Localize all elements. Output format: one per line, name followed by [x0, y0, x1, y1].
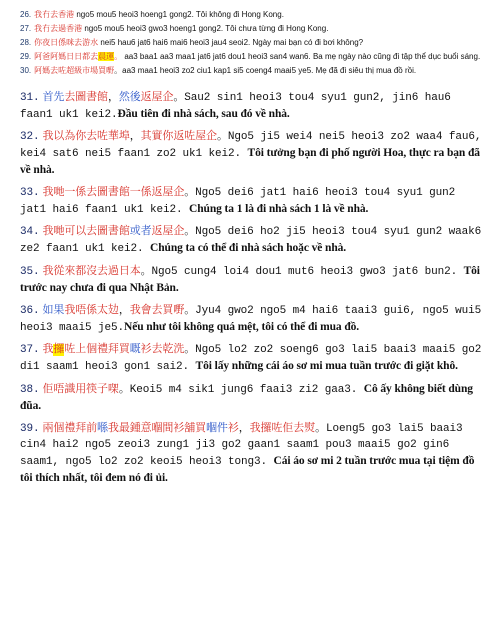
vietnamese-translation: Chúng ta 1 là đi nhà sách 1 là về nhà. [189, 203, 369, 215]
vietnamese-translation: Tôi trước nay chưa đi qua Nhật Bản. [20, 265, 480, 294]
entry-number: 37. [20, 344, 40, 356]
entry-number: 35. [20, 266, 40, 278]
sentence-entry [20, 342, 485, 375]
chinese-text: 兩個禮拜前 [42, 423, 98, 435]
chinese-text: 或者 [129, 226, 152, 238]
entry-number: 34. [20, 226, 40, 238]
sentence-entry [20, 224, 485, 257]
vietnamese-translation: Cô ấy không biết dùng đũa. [20, 383, 473, 412]
vietnamese-translation: Chúng ta có thể đi nhà sách hoặc về nhà. [150, 242, 347, 254]
romanization-text: 。Sau2 sin1 heoi3 tou4 syu1 gun2, jin6 hau6 faan1 uk1 kei2. [20, 92, 451, 121]
romanization-text: 。Ngo5 cung4 loi4 dou1 mut6 heoi3 gwo3 jat6 bun2. [140, 266, 464, 278]
chinese-text: 我唔係太攰 [64, 305, 119, 317]
sentence-entry [20, 24, 485, 34]
chinese-text: 我以為你去咗華埠 [42, 131, 130, 143]
section-short-sentences [20, 10, 485, 76]
chinese-text: 阿媽去咗超級市場買嘢 [34, 66, 115, 75]
chinese-text: 首先 [42, 92, 65, 104]
sentence-entry [20, 66, 485, 76]
chinese-text: 我會去買嘢 [129, 305, 185, 317]
chinese-text: 返屋企 [140, 92, 174, 104]
chinese-text: 我從來都沒去過日本 [42, 266, 141, 278]
chinese-text: 衫 [227, 423, 239, 435]
chinese-text: 我哋可以去圖書館 [42, 226, 130, 238]
chinese-text: 咗上個禮拜買 [64, 344, 130, 356]
vietnamese-translation: Tôi tưởng bạn đi phố người Hoa, thực ra bạn đã về nhà. [20, 147, 480, 176]
chinese-text: 我攞咗佢去熨 [249, 423, 316, 435]
romanization-text: aa3 baa1 aa3 maa1 jat6 jat6 dou1 heoi3 san4 wan6. Ba mẹ ngày nào cũng đi tập thể dục buổi sáng. [122, 52, 481, 61]
chinese-text: 我哋一係去圖書館一係返屋企 [42, 187, 185, 199]
romanization-text: 。Jyu4 gwo2 ngo5 m4 hai6 taai3 gui6, ngo5 wui5 heoi3 maai5 je5. [20, 305, 482, 334]
vietnamese-translation: Đầu tiên đi nhà sách, sau đó về nhà. [117, 108, 290, 120]
sentence-entry [20, 263, 485, 297]
vietnamese-translation: Nếu như tôi không quá mệt, tôi có thể đi mua đồ. [124, 321, 360, 333]
romanization-text: ， [107, 92, 119, 104]
sentence-entry [20, 185, 485, 218]
chinese-text: 阿爸阿媽日日都去 [34, 52, 99, 61]
sentence-entry [20, 10, 485, 20]
chinese-text: 我最鍾意嗰間衫舖買 [107, 423, 207, 435]
entry-number: 33. [20, 187, 40, 199]
romanization-text: ， [118, 305, 130, 317]
vietnamese-translation: Cái áo sơ mi 2 tuần trước mua tại tiệm đồ tôi thích nhất, tôi đem nó đi ủi. [20, 455, 475, 484]
chinese-text: 我 [42, 344, 54, 356]
sentence-entry [20, 303, 485, 336]
romanization-text: 。aa3 maa1 heoi3 zo2 ciu1 kap1 si5 coeng4 maai5 ye5. Mẹ đã đi siêu thị mua đồ rồi. [114, 66, 417, 75]
sentence-entry [20, 52, 485, 62]
chinese-text: 返屋企 [151, 226, 185, 238]
sentence-entry [20, 129, 485, 179]
chinese-text: 衫去乾洗 [140, 344, 185, 356]
romanization-text: ， [238, 423, 250, 435]
chinese-text: 。 [114, 52, 123, 61]
chinese-text: 嘅 [129, 344, 141, 356]
section-long-sentences [20, 90, 485, 487]
entry-number: 39. [20, 423, 40, 435]
entry-number: 32. [20, 131, 40, 143]
entry-number: 36. [20, 305, 40, 317]
sentence-entry [20, 90, 485, 123]
entry-number: 26. [20, 10, 32, 19]
chinese-text: 你夜日係咪去游水 [34, 38, 99, 47]
chinese-text: 攞 [53, 344, 65, 356]
sentence-entry [20, 381, 485, 415]
romanization-text: 。Ngo5 lo2 zo2 soeng6 go3 lai5 baai3 maai5 go2 di1 saam1 heoi3 gon1 sai2. [20, 344, 482, 373]
chinese-text: 我冇去香港 [34, 10, 75, 19]
romanization-text: ， [129, 131, 141, 143]
romanization-text: 。Ngo5 ji5 wei4 nei5 heoi3 zo2 waa4 fau6, kei4 sat6 nei5 faan1 zo2 uk1 kei2. [20, 131, 482, 160]
sentence-entry [20, 38, 485, 48]
entry-number: 31. [20, 92, 40, 104]
sentence-entry [20, 421, 485, 487]
entry-number: 28. [20, 38, 32, 47]
chinese-text: 晨運 [98, 52, 115, 61]
chinese-text: 如果 [42, 305, 65, 317]
chinese-text: 去圖書館 [64, 92, 108, 104]
entry-number: 29. [20, 52, 32, 61]
romanization-text: 。Ngo5 dei6 ho2 ji5 heoi3 tou4 syu1 gun2 waak6 ze2 faan1 uk1 kei2. [20, 226, 482, 255]
romanization-text: ngo5 mou5 heoi3 hoeng1 gong2. Tôi không đi Hong Kong. [74, 10, 284, 19]
romanization-text: ngo5 mou5 heoi3 gwo3 hoeng1 gong2. Tôi chưa từng đi Hong Kong. [82, 24, 329, 33]
romanization-text: 。Keoi5 m4 sik1 jung6 faai3 zi2 gaa3. [118, 384, 364, 396]
chinese-text: 佢唔識用筷子㗎 [42, 384, 119, 396]
entry-number: 38. [20, 384, 40, 396]
chinese-text: 嗰件 [206, 423, 228, 435]
romanization-text: 。Loeng5 go3 lai5 baai3 cin4 hai2 ngo5 zeoi3 zung1 ji3 go2 gaan1 saam1 pou3 maai5 go2 gin6 saam1, ngo5 lo2 zo2 keoi5 heoi3 tong3. [20, 423, 463, 468]
chinese-text: 喺 [97, 423, 108, 435]
chinese-text: 我冇去過香港 [34, 24, 83, 33]
entry-number: 27. [20, 24, 32, 33]
romanization-text: 。Ngo5 dei6 jat1 hai6 heoi3 tou4 syu1 gun2 jat1 hai6 faan1 uk1 kei2. [20, 187, 456, 216]
romanization-text: nei5 hau6 jat6 hai6 mai6 heoi3 jau4 seoi2. Ngày mai bạn có đi bơi không? [98, 38, 364, 47]
entry-number: 30. [20, 66, 32, 75]
chinese-text: 然後 [118, 92, 141, 104]
vietnamese-translation: Tôi lấy những cái áo sơ mi mua tuần trước đi giặt khô. [195, 360, 458, 372]
chinese-text: 其實你返咗屋企 [140, 131, 217, 143]
